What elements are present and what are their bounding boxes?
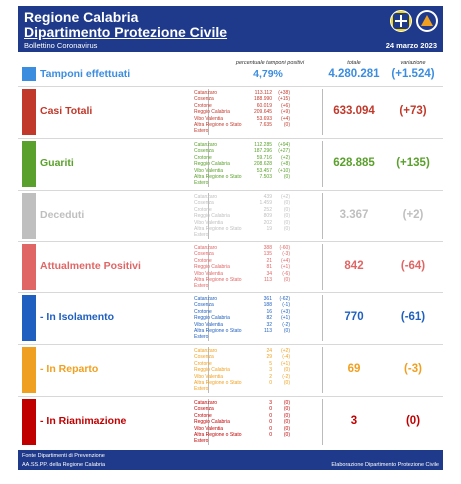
section-total: 3.367: [339, 209, 369, 221]
province-variation: (-6): [282, 270, 290, 277]
province-name: Catanzaro: [194, 348, 218, 354]
province-value: 0: [269, 412, 272, 419]
section-label: Guariti: [40, 157, 74, 169]
province-variation: (+38): [278, 90, 290, 96]
province-value: 209.645: [254, 109, 273, 116]
province-variation: (+1): [280, 360, 290, 367]
province-variation: (+10): [278, 167, 290, 174]
tamponi-color-bar: [22, 67, 36, 81]
province-list: [194, 245, 290, 290]
province-variation: (-4): [282, 354, 290, 361]
footer-credit: Elaborazione Dipartimento Protezione Civile: [331, 462, 439, 468]
tamponi-row: [18, 66, 443, 82]
province-name: Crotone: [194, 206, 212, 213]
province-name: Crotone: [194, 360, 212, 367]
province-variation: (+2): [280, 348, 290, 354]
province-name: Reggio Calabria: [194, 161, 230, 168]
province-variation: (+8): [280, 161, 290, 168]
province-variation: (0): [283, 406, 290, 413]
section-label: Attualmente Positivi: [40, 260, 141, 272]
province-name: Vibo Valentia: [194, 373, 224, 380]
province-variation: (+9): [280, 109, 290, 116]
province-variation: (-62): [279, 296, 290, 302]
province-value: 188: [263, 302, 272, 309]
province-name: Cosenza: [194, 96, 214, 103]
province-name: Catanzaro: [194, 296, 218, 302]
province-name: Vibo Valentia: [194, 167, 224, 174]
province-name: Catanzaro: [194, 194, 218, 200]
province-row: [194, 226, 290, 239]
province-value: 5: [269, 360, 272, 367]
tamponi-variation: (+1.524): [391, 68, 435, 80]
province-variation: (0): [283, 277, 290, 284]
province-name: Catanzaro: [194, 90, 218, 96]
province-name: Cosenza: [194, 200, 214, 207]
province-value: 113.112: [254, 90, 272, 96]
province-name: Cosenza: [194, 354, 214, 361]
section-row: [18, 138, 443, 188]
region-crest-icon: [390, 10, 412, 32]
section-total: 633.094: [333, 105, 375, 117]
province-variation: (+2): [280, 154, 290, 161]
province-name: Reggio Calabria: [194, 264, 230, 271]
province-variation: (+4): [280, 257, 290, 264]
province-variation: (0): [283, 174, 290, 181]
province-variation: (+27): [278, 148, 290, 155]
province-variation: (+1): [280, 264, 290, 271]
province-name: Reggio Calabria: [194, 109, 230, 116]
province-variation: (0): [283, 367, 290, 374]
province-name: Catanzaro: [194, 400, 218, 406]
tamponi-label: Tamponi effettuati: [40, 68, 131, 80]
province-list: [194, 90, 290, 135]
section-total: 69: [347, 363, 361, 375]
province-list: [194, 194, 290, 239]
province-name: Cosenza: [194, 148, 214, 155]
province-variation: (+2): [280, 194, 290, 200]
tamponi-pct: 4,79%: [253, 68, 283, 80]
province-variation: (-1): [282, 302, 290, 309]
province-list: [194, 296, 290, 341]
province-value: 19: [266, 226, 272, 233]
province-name: Cosenza: [194, 406, 214, 413]
total-column-header: totale: [347, 60, 361, 66]
province-name: Vibo Valentia: [194, 270, 224, 277]
province-row: [194, 328, 290, 341]
province-value: 809: [263, 213, 272, 220]
province-value: 7.503: [259, 174, 272, 181]
province-variation: (+1): [280, 315, 290, 322]
province-value: 32: [266, 321, 272, 328]
bulletin-label: Bollettino Coronavirus: [24, 41, 98, 50]
province-name: Altra Regione o Stato Estero: [194, 380, 242, 393]
province-variation: (0): [283, 328, 290, 335]
province-value: 0: [269, 419, 272, 426]
province-value: 81: [266, 264, 272, 271]
province-value: 252: [263, 206, 272, 213]
section-label: Casi Totali: [40, 105, 93, 117]
province-value: 34: [266, 270, 272, 277]
section-row: [18, 396, 443, 446]
province-variation: (0): [283, 213, 290, 220]
section-variation: (0): [405, 415, 421, 427]
province-name: Reggio Calabria: [194, 315, 230, 322]
province-variation: (-3): [282, 251, 290, 258]
province-variation: (0): [283, 200, 290, 207]
province-row: [194, 432, 290, 445]
province-value: 112.285: [254, 142, 272, 148]
civil-protection-logo-icon: [416, 10, 438, 32]
province-value: 1.459: [259, 200, 272, 207]
section-label: - In Rianimazione: [40, 415, 127, 427]
section-row: [18, 344, 443, 394]
province-value: 0: [269, 425, 272, 432]
section-variation: (-61): [400, 311, 426, 323]
province-row: [194, 380, 290, 393]
province-value: 135: [263, 251, 272, 258]
province-value: 24: [266, 348, 272, 354]
province-value: 0: [269, 432, 272, 439]
footer: [18, 450, 443, 470]
footer-source-org: AA.SS.PP. della Regione Calabria: [22, 462, 106, 468]
province-value: 208.628: [254, 161, 273, 168]
province-variation: (0): [283, 412, 290, 419]
province-value: 60.019: [256, 102, 272, 109]
variation-column-header: variazione: [400, 60, 426, 66]
province-variation: (0): [283, 400, 290, 406]
section-row: [18, 190, 443, 240]
province-value: 0: [269, 380, 272, 387]
province-variation: (+15): [278, 96, 290, 103]
province-variation: (0): [283, 122, 290, 129]
province-name: Altra Regione o Stato Estero: [194, 226, 242, 239]
province-value: 59.716: [256, 154, 272, 161]
province-value: 361: [263, 296, 272, 302]
province-variation: (-2): [282, 321, 290, 328]
province-value: 29: [266, 354, 272, 361]
section-row: [18, 292, 443, 342]
province-list: [194, 400, 290, 445]
section-label: - In Reparto: [40, 363, 99, 375]
province-name: Vibo Valentia: [194, 321, 224, 328]
province-name: Reggio Calabria: [194, 419, 230, 426]
tamponi-total: 4.280.281: [328, 68, 380, 80]
province-value: 187.296: [254, 148, 273, 155]
province-variation: (0): [283, 219, 290, 226]
province-value: 7.635: [259, 122, 272, 129]
province-value: 3: [269, 400, 272, 406]
section-label: - In Isolamento: [40, 311, 115, 323]
province-variation: (0): [283, 226, 290, 233]
province-value: 113: [264, 328, 272, 335]
section-label: Deceduti: [40, 209, 85, 221]
province-name: Reggio Calabria: [194, 213, 230, 220]
section-color-bar: [22, 244, 36, 290]
footer-source: Fonte Dipartimenti di Prevenzione: [22, 453, 105, 459]
bulletin-date: 24 marzo 2023: [385, 41, 437, 50]
province-variation: (+3): [280, 308, 290, 315]
province-name: Crotone: [194, 412, 212, 419]
province-value: 16: [266, 308, 272, 315]
province-name: Vibo Valentia: [194, 219, 224, 226]
province-row: [194, 122, 290, 135]
section-color-bar: [22, 89, 36, 135]
bulletin-header: [18, 6, 443, 52]
pct-column-header: percentuale tamponi positivi: [235, 60, 305, 66]
region-title: Regione Calabria: [24, 9, 139, 25]
province-value: 0: [269, 406, 272, 413]
province-variation: (+4): [280, 115, 290, 122]
province-value: 113: [264, 277, 272, 284]
section-row: [18, 241, 443, 291]
province-row: [194, 277, 290, 290]
province-name: Vibo Valentia: [194, 115, 224, 122]
province-variation: (-60): [279, 245, 290, 251]
province-row: [194, 174, 290, 187]
section-variation: (+2): [402, 209, 424, 221]
section-row: [18, 86, 443, 136]
section-variation: (+135): [396, 157, 430, 169]
province-value: 439: [263, 194, 272, 200]
province-list: [194, 348, 290, 393]
section-total: 3: [350, 415, 358, 427]
province-value: 2: [269, 373, 272, 380]
section-variation: (-64): [400, 260, 426, 272]
province-name: Catanzaro: [194, 245, 218, 251]
province-variation: (+6): [280, 102, 290, 109]
province-name: Cosenza: [194, 302, 214, 309]
province-variation: (0): [283, 419, 290, 426]
province-name: Catanzaro: [194, 142, 218, 148]
department-title: Dipartimento Protezione Civile: [24, 24, 228, 40]
section-color-bar: [22, 193, 36, 239]
province-name: Crotone: [194, 308, 212, 315]
province-name: Reggio Calabria: [194, 367, 230, 374]
province-value: 21: [266, 257, 272, 264]
province-name: Vibo Valentia: [194, 425, 224, 432]
province-value: 53.693: [256, 115, 272, 122]
section-color-bar: [22, 347, 36, 393]
section-variation: (-3): [404, 363, 422, 375]
province-value: 82: [266, 315, 272, 322]
province-name: Altra Regione o Stato Estero: [194, 432, 242, 445]
section-total: 842: [344, 260, 364, 272]
province-variation: (-2): [282, 373, 290, 380]
province-name: Crotone: [194, 154, 212, 161]
province-variation: (0): [283, 380, 290, 387]
province-name: Altra Regione o Stato Estero: [194, 122, 242, 135]
province-value: 388: [263, 245, 272, 251]
province-value: 202: [263, 219, 272, 226]
section-total: 628.885: [333, 157, 375, 169]
province-variation: (0): [283, 206, 290, 213]
province-value: 3: [269, 367, 272, 374]
section-color-bar: [22, 141, 36, 187]
section-total: 770: [344, 311, 364, 323]
province-value: 53.457: [256, 167, 272, 174]
province-name: Altra Regione o Stato Estero: [194, 277, 242, 290]
province-name: Crotone: [194, 102, 212, 109]
section-color-bar: [22, 399, 36, 445]
province-name: Altra Regione o Stato Estero: [194, 328, 242, 341]
section-color-bar: [22, 295, 36, 341]
province-name: Crotone: [194, 257, 212, 264]
section-variation: (+73): [399, 105, 427, 117]
province-variation: (0): [283, 425, 290, 432]
province-variation: (+94): [278, 142, 290, 148]
province-list: [194, 142, 290, 187]
province-variation: (0): [283, 432, 290, 439]
province-name: Altra Regione o Stato Estero: [194, 174, 242, 187]
province-value: 188.990: [254, 96, 273, 103]
province-name: Cosenza: [194, 251, 214, 258]
